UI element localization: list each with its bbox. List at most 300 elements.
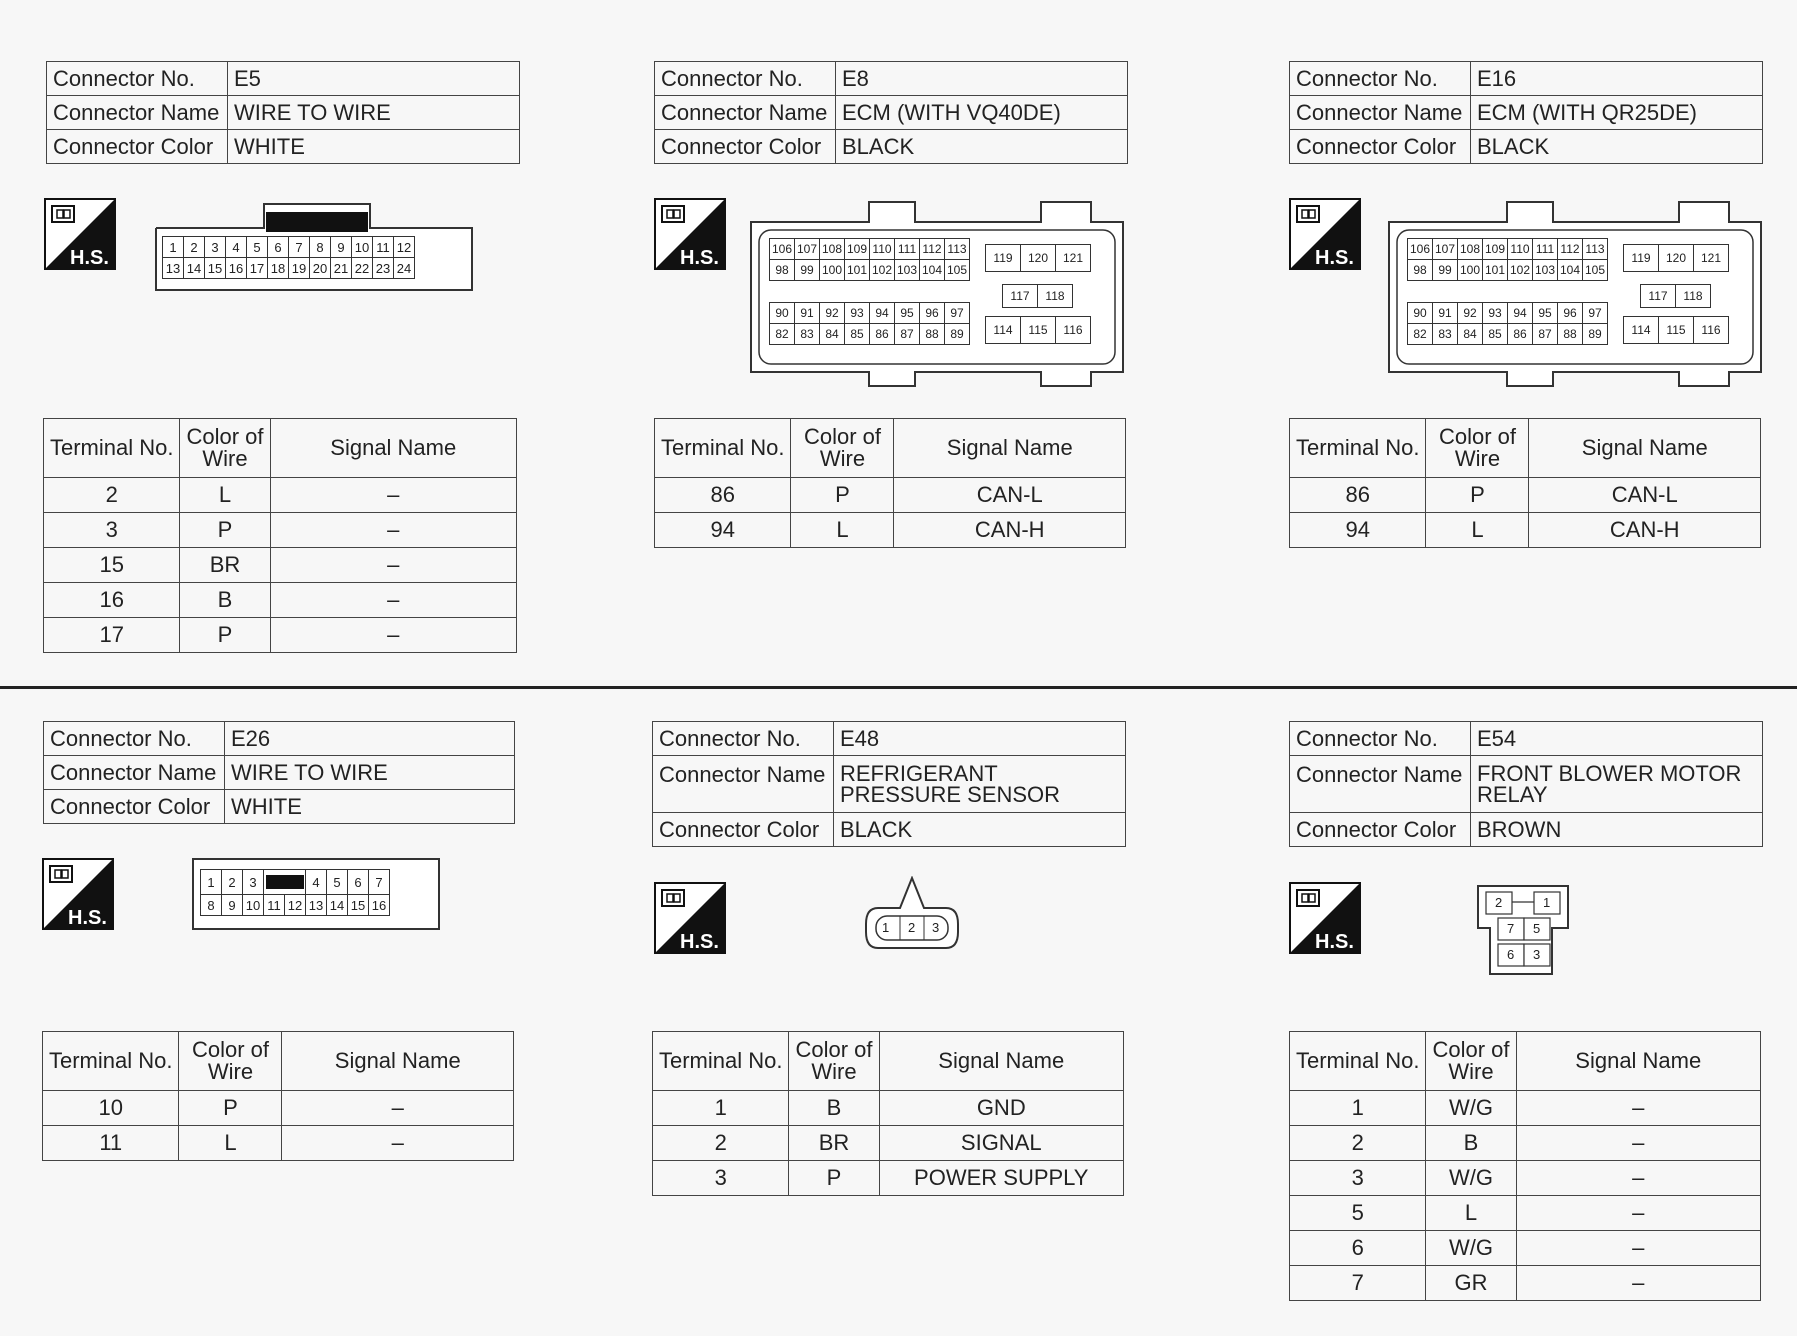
pin: 91	[795, 303, 820, 324]
e5-pin-grid	[162, 236, 415, 279]
hs-icon	[654, 882, 726, 954]
pin: 103	[1533, 260, 1558, 281]
signal-cell: –	[282, 1126, 514, 1161]
pin: 19	[289, 258, 310, 279]
pin: 103	[895, 260, 920, 281]
pin: 1	[882, 920, 890, 935]
wire-color-header	[1426, 1032, 1516, 1091]
pin: 3	[205, 237, 226, 258]
pin: 121	[1694, 245, 1729, 272]
ecm-pin-grid	[769, 238, 970, 281]
connector-no-value: E5	[228, 62, 520, 96]
connector-color-value: WHITE	[228, 130, 520, 164]
wire-color-cell: P	[180, 513, 270, 548]
pin: 110	[870, 239, 895, 260]
pin: 2	[1495, 895, 1503, 910]
pin: 104	[920, 260, 945, 281]
terminal-cell: 2	[44, 478, 180, 513]
pin: 18	[268, 258, 289, 279]
pin: 114	[1624, 317, 1659, 344]
pin: 107	[795, 239, 820, 260]
signal-name-header: Signal Name	[879, 1032, 1123, 1091]
pin: 90	[770, 303, 795, 324]
pin: 95	[895, 303, 920, 324]
pin: 117	[1003, 285, 1038, 308]
pin: 108	[1458, 239, 1483, 260]
pin: 92	[1458, 303, 1483, 324]
signal-name-header: Signal Name	[270, 419, 516, 478]
pin: 111	[895, 239, 920, 260]
pin: 1	[163, 237, 184, 258]
table-row	[43, 1091, 514, 1126]
pin: 6	[268, 237, 289, 258]
ecm-pin-grid	[769, 302, 970, 345]
connector-name-label: Connector Name	[47, 96, 228, 130]
ecm-pin-grid	[1623, 316, 1729, 344]
wire-color-cell: GR	[1426, 1266, 1516, 1301]
hs-icon	[1289, 882, 1361, 954]
pin: 88	[920, 324, 945, 345]
connector-color-label: Connector Color	[47, 130, 228, 164]
pin: 1	[1543, 895, 1551, 910]
pin: 90	[1408, 303, 1433, 324]
table-row	[44, 618, 517, 653]
pin: 120	[1659, 245, 1694, 272]
connector-no-label: Connector No.	[1290, 62, 1471, 96]
pin: 117	[1641, 285, 1676, 308]
pin: 100	[820, 260, 845, 281]
signal-name-header: Signal Name	[282, 1032, 514, 1091]
terminal-cell: 94	[655, 513, 791, 548]
pin: 86	[870, 324, 895, 345]
wire-color-cell: BR	[180, 548, 270, 583]
pin: 83	[1433, 324, 1458, 345]
pin: 3	[932, 920, 940, 935]
signal-cell: –	[1516, 1091, 1760, 1126]
pin: 24	[394, 258, 415, 279]
e48-connector-face	[864, 876, 960, 960]
pin: 11	[373, 237, 394, 258]
wire-color-header-line1: Color of	[1438, 424, 1516, 449]
pin: 106	[1408, 239, 1433, 260]
pin: 115	[1659, 317, 1694, 344]
pin: 2	[184, 237, 205, 258]
connector-color-label: Connector Color	[44, 790, 225, 824]
pin: 89	[1583, 324, 1608, 345]
ecm-pin-grid	[1623, 244, 1729, 272]
wire-color-cell: W/G	[1426, 1231, 1516, 1266]
pin: 23	[373, 258, 394, 279]
ecm-pin-grid	[985, 316, 1091, 344]
connector-color-value: BROWN	[1471, 813, 1763, 847]
connector-name-label: Connector Name	[1290, 96, 1471, 130]
pin: 3	[1533, 947, 1541, 962]
signal-cell: POWER SUPPLY	[879, 1161, 1123, 1196]
pin: 93	[845, 303, 870, 324]
connector-name-label: Connector Name	[44, 756, 225, 790]
pin: 9	[331, 237, 352, 258]
table-row	[1290, 1126, 1761, 1161]
e16-info-table	[1289, 61, 1763, 164]
ecm-pin-grid	[985, 244, 1091, 272]
pin: 97	[945, 303, 970, 324]
signal-cell: SIGNAL	[879, 1126, 1123, 1161]
pin: 87	[1533, 324, 1558, 345]
hs-label: H.S.	[68, 907, 107, 929]
pin: 94	[1508, 303, 1533, 324]
e26-pin-grid	[200, 869, 390, 916]
pin: 2	[222, 870, 243, 895]
pin: 116	[1056, 317, 1091, 344]
wire-color-header	[180, 419, 270, 478]
pin: 105	[945, 260, 970, 281]
pin: 119	[1624, 245, 1659, 272]
wire-color-cell: W/G	[1426, 1161, 1516, 1196]
signal-name-header: Signal Name	[1516, 1032, 1760, 1091]
pin: 84	[820, 324, 845, 345]
wire-color-header-line2: Wire	[1454, 446, 1501, 471]
connector-no-value: E16	[1471, 62, 1763, 96]
wire-color-header	[789, 1032, 879, 1091]
wire-color-cell: L	[180, 478, 270, 513]
signal-cell: –	[1516, 1266, 1760, 1301]
pin: 22	[352, 258, 373, 279]
pin: 9	[222, 895, 243, 916]
table-row	[1290, 478, 1761, 513]
pin: 87	[895, 324, 920, 345]
table-row	[1290, 1161, 1761, 1196]
connector-color-label: Connector Color	[1290, 813, 1471, 847]
wire-color-cell: BR	[789, 1126, 879, 1161]
connector-name-value: WIRE TO WIRE	[225, 756, 515, 790]
pin: 98	[770, 260, 795, 281]
hs-icon	[654, 198, 726, 270]
pin: 84	[1458, 324, 1483, 345]
wire-color-header-line1: Color of	[186, 424, 264, 449]
table-row	[43, 1126, 514, 1161]
pin: 4	[306, 870, 327, 895]
ecm-pin-grid	[1640, 284, 1711, 308]
table-row	[653, 1161, 1124, 1196]
table-row	[1290, 513, 1761, 548]
hs-label: H.S.	[1315, 247, 1354, 269]
pin: 2	[908, 920, 916, 935]
terminal-cell: 16	[44, 583, 180, 618]
pin: 108	[820, 239, 845, 260]
signal-cell: –	[270, 513, 516, 548]
pin: 109	[1483, 239, 1508, 260]
signal-cell: –	[270, 618, 516, 653]
connector-color-value: WHITE	[225, 790, 515, 824]
connector-no-value: E26	[225, 722, 515, 756]
pin: 6	[348, 870, 369, 895]
pin: 13	[163, 258, 184, 279]
connector-no-value: E54	[1471, 722, 1763, 756]
pin: 116	[1694, 317, 1729, 344]
pin: 94	[870, 303, 895, 324]
table-row	[1290, 1196, 1761, 1231]
connector-color-value: BLACK	[1471, 130, 1763, 164]
signal-cell: –	[1516, 1231, 1760, 1266]
connector-name-label: Connector Name	[1290, 756, 1471, 813]
terminal-no-header: Terminal No.	[655, 419, 791, 478]
signal-cell: –	[270, 583, 516, 618]
pin: 1	[201, 870, 222, 895]
connector-name-value: ECM (WITH QR25DE)	[1471, 96, 1763, 130]
terminal-cell: 11	[43, 1126, 179, 1161]
pin: 10	[243, 895, 264, 916]
terminal-cell: 1	[1290, 1091, 1426, 1126]
pin: 85	[1483, 324, 1508, 345]
wire-color-cell: P	[1426, 478, 1529, 513]
signal-cell: –	[270, 548, 516, 583]
pin: 8	[310, 237, 331, 258]
wire-color-cell: L	[1426, 1196, 1516, 1231]
hs-label: H.S.	[680, 931, 719, 953]
pin: 110	[1508, 239, 1533, 260]
e5-terminal-table	[43, 418, 517, 653]
pin: 97	[1583, 303, 1608, 324]
connector-name-label: Connector Name	[655, 96, 836, 130]
table-row	[1290, 1231, 1761, 1266]
terminal-no-header: Terminal No.	[653, 1032, 789, 1091]
pin: 8	[201, 895, 222, 916]
connector-name-value: ECM (WITH VQ40DE)	[836, 96, 1128, 130]
connector-name-label: Connector Name	[653, 756, 834, 813]
table-row	[44, 478, 517, 513]
connector-color-label: Connector Color	[1290, 130, 1471, 164]
hs-label: H.S.	[70, 247, 109, 269]
terminal-cell: 7	[1290, 1266, 1426, 1301]
table-row	[44, 513, 517, 548]
ecm-pin-grid	[1407, 302, 1608, 345]
pin: 113	[945, 239, 970, 260]
pin: 5	[1533, 921, 1541, 936]
terminal-cell: 2	[1290, 1126, 1426, 1161]
connector-no-value: E48	[834, 722, 1126, 756]
terminal-cell: 1	[653, 1091, 789, 1126]
pin: 95	[1533, 303, 1558, 324]
e26-terminal-table	[42, 1031, 514, 1161]
signal-cell: –	[282, 1091, 514, 1126]
signal-cell: CAN-L	[1529, 478, 1761, 513]
wire-color-header	[791, 419, 894, 478]
terminal-cell: 5	[1290, 1196, 1426, 1231]
pin: 111	[1533, 239, 1558, 260]
pin: 100	[1458, 260, 1483, 281]
e5-connector-face	[154, 202, 474, 292]
connector-no-value: E8	[836, 62, 1128, 96]
pin: 13	[306, 895, 327, 916]
e48-terminal-table	[652, 1031, 1124, 1196]
pin: 14	[184, 258, 205, 279]
wire-color-header-line1: Color of	[1432, 1037, 1510, 1062]
pin: 112	[1558, 239, 1583, 260]
pin: 99	[795, 260, 820, 281]
e8-info-table	[654, 61, 1128, 164]
table-row	[44, 548, 517, 583]
pin: 12	[285, 895, 306, 916]
pin: 3	[243, 870, 264, 895]
wire-color-cell: P	[791, 478, 894, 513]
signal-name-header: Signal Name	[894, 419, 1126, 478]
table-row	[653, 1126, 1124, 1161]
pin: 119	[986, 245, 1021, 272]
pin: 93	[1483, 303, 1508, 324]
pin: 96	[1558, 303, 1583, 324]
wire-color-header-line2: Wire	[819, 446, 866, 471]
pin: 16	[226, 258, 247, 279]
e26-info-table	[43, 721, 515, 824]
pin: 88	[1558, 324, 1583, 345]
terminal-cell: 86	[655, 478, 791, 513]
pin: 85	[845, 324, 870, 345]
wire-color-cell: P	[179, 1091, 282, 1126]
table-row	[655, 478, 1126, 513]
pin: 10	[352, 237, 373, 258]
ecm-pin-grid	[1407, 238, 1608, 281]
e54-connector-face	[1476, 884, 1572, 976]
hs-label: H.S.	[1315, 931, 1354, 953]
pin: 4	[226, 237, 247, 258]
e5-info-table	[46, 61, 520, 164]
pin: 15	[348, 895, 369, 916]
pin: 6	[1507, 947, 1515, 962]
table-row	[655, 513, 1126, 548]
terminal-cell: 3	[653, 1161, 789, 1196]
wire-color-cell: B	[789, 1091, 879, 1126]
wire-color-header-line2: Wire	[202, 446, 248, 471]
pin: 14	[327, 895, 348, 916]
signal-cell: –	[1516, 1161, 1760, 1196]
hs-icon	[44, 198, 116, 270]
connector-no-label: Connector No.	[655, 62, 836, 96]
signal-name-header: Signal Name	[1529, 419, 1761, 478]
terminal-cell: 94	[1290, 513, 1426, 548]
wire-color-header-line1: Color of	[191, 1037, 269, 1062]
wire-color-cell: B	[180, 583, 270, 618]
signal-cell: CAN-H	[1529, 513, 1761, 548]
terminal-cell: 10	[43, 1091, 179, 1126]
table-row	[44, 583, 517, 618]
wire-color-cell: W/G	[1426, 1091, 1516, 1126]
pin: 106	[770, 239, 795, 260]
connector-color-value: BLACK	[836, 130, 1128, 164]
signal-cell: –	[1516, 1126, 1760, 1161]
pin: 91	[1433, 303, 1458, 324]
pin: 114	[986, 317, 1021, 344]
terminal-no-header: Terminal No.	[43, 1032, 179, 1091]
terminal-cell: 3	[44, 513, 180, 548]
wire-color-cell: P	[180, 618, 270, 653]
terminal-cell: 86	[1290, 478, 1426, 513]
signal-cell: –	[270, 478, 516, 513]
wire-color-cell: P	[789, 1161, 879, 1196]
pin: 113	[1583, 239, 1608, 260]
connector-color-label: Connector Color	[655, 130, 836, 164]
terminal-no-header: Terminal No.	[1290, 1032, 1426, 1091]
wire-color-cell: B	[1426, 1126, 1516, 1161]
wire-color-header-line2: Wire	[1448, 1059, 1494, 1084]
wire-color-cell: L	[179, 1126, 282, 1161]
hs-icon	[1289, 198, 1361, 270]
section-divider	[0, 686, 1797, 689]
terminal-cell: 3	[1290, 1161, 1426, 1196]
connector-no-label: Connector No.	[1290, 722, 1471, 756]
pin: 89	[945, 324, 970, 345]
pin: 83	[795, 324, 820, 345]
ecm-pin-grid	[1002, 284, 1073, 308]
pin: 86	[1508, 324, 1533, 345]
terminal-cell: 17	[44, 618, 180, 653]
e8-connector-face	[745, 198, 1127, 388]
pin: 112	[920, 239, 945, 260]
signal-cell: GND	[879, 1091, 1123, 1126]
pin: 82	[1408, 324, 1433, 345]
pin: 101	[1483, 260, 1508, 281]
signal-cell: CAN-H	[894, 513, 1126, 548]
pin: 121	[1056, 245, 1091, 272]
pin: 20	[310, 258, 331, 279]
terminal-cell: 15	[44, 548, 180, 583]
connector-name-value: FRONT BLOWER MOTOR RELAY	[1471, 756, 1763, 813]
pin: 96	[920, 303, 945, 324]
pin: 118	[1038, 285, 1073, 308]
signal-cell: CAN-L	[894, 478, 1126, 513]
connector-color-value: BLACK	[834, 813, 1126, 847]
terminal-cell: 6	[1290, 1231, 1426, 1266]
connector-color-label: Connector Color	[653, 813, 834, 847]
pin: 109	[845, 239, 870, 260]
pin: 115	[1021, 317, 1056, 344]
signal-cell: –	[1516, 1196, 1760, 1231]
pin: 104	[1558, 260, 1583, 281]
pin: 16	[369, 895, 390, 916]
pin: 101	[845, 260, 870, 281]
pin: 98	[1408, 260, 1433, 281]
pin: 7	[369, 870, 390, 895]
terminal-cell: 2	[653, 1126, 789, 1161]
table-row	[653, 1091, 1124, 1126]
key-block	[264, 870, 306, 895]
connector-no-label: Connector No.	[44, 722, 225, 756]
e26-connector-face	[192, 858, 440, 930]
wire-color-header-line2: Wire	[207, 1059, 254, 1084]
e54-info-table	[1289, 721, 1763, 847]
table-row	[1290, 1266, 1761, 1301]
wire-color-cell: L	[1426, 513, 1529, 548]
wire-color-header-line2: Wire	[811, 1059, 857, 1084]
connector-no-label: Connector No.	[47, 62, 228, 96]
pin: 82	[770, 324, 795, 345]
pin: 120	[1021, 245, 1056, 272]
pin: 102	[870, 260, 895, 281]
pin: 11	[264, 895, 285, 916]
wire-color-header	[1426, 419, 1529, 478]
e16-terminal-table	[1289, 418, 1761, 548]
hs-icon	[42, 858, 114, 930]
e54-terminal-table	[1289, 1031, 1761, 1301]
pin: 92	[820, 303, 845, 324]
pin: 17	[247, 258, 268, 279]
connector-name-value: REFRIGERANT PRESSURE SENSOR	[834, 756, 1126, 813]
terminal-no-header: Terminal No.	[44, 419, 180, 478]
wire-color-header	[179, 1032, 282, 1091]
e16-connector-face	[1383, 198, 1765, 388]
pin: 12	[394, 237, 415, 258]
pin: 21	[331, 258, 352, 279]
connector-name-value: WIRE TO WIRE	[228, 96, 520, 130]
